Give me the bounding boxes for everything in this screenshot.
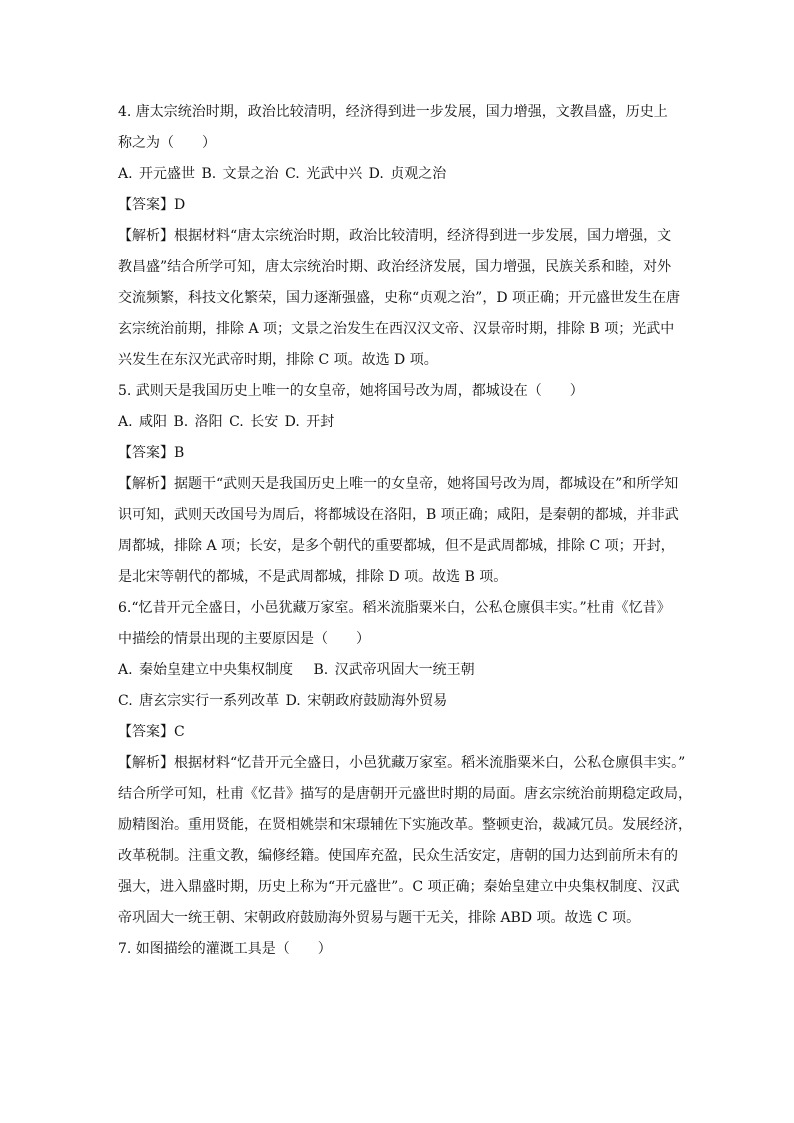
question-6 [118, 593, 692, 934]
question-4-stem-line-2: 称之为（ ） [118, 135, 216, 151]
question-6-answer: 【答案】C [118, 724, 185, 740]
question-5-analysis-line-3: 周都城，排除 A 项；长安，是多个朝代的重要都城，但不是武周都城，排除 C 项；开封， [118, 538, 675, 554]
question-6-analysis-line-4: 改革税制。注重文教，编修经籍。使国库充盈，民众生活安定，唐朝的国力达到前所未有的 [118, 848, 678, 864]
question-4-answer: 【答案】D [118, 197, 186, 213]
question-6-analysis-line-6: 帝巩固大一统王朝、宋朝政府鼓励海外贸易与题干无关，排除 ABD 项。故选 C 项。 [118, 910, 641, 926]
question-4-analysis-line-5: 兴发生在东汉光武帝时期，排除 C 项。故选 D 项。 [118, 352, 438, 368]
question-5-analysis-line-1: 【解析】据题干“武则天是我国历史上唯一的女皇帝，她将国号改为周，都城设在”和所学知 [118, 476, 679, 492]
question-4-analysis-line-2: 教昌盛”结合所学可知，唐太宗统治时期、政治经济发展，国力增强，民族关系和睦，对外 [118, 259, 672, 275]
question-5 [118, 376, 678, 593]
question-6-analysis-line-3: 励精图治。重用贤能，在贤相姚崇和宋璟辅佐下实施改革。整顿吏治，裁减冗员。发展经济， [118, 817, 692, 833]
question-6-stem-line-1: 6.“忆昔开元全盛日，小邑犹藏万家室。稻米流脂粟米白，公私仓廪俱丰实。”杜甫《忆昔》 [118, 600, 671, 616]
question-4-analysis-line-4: 玄宗统治前期，排除 A 项；文景之治发生在西汉汉文帝、汉景帝时期，排除 B 项；光武中 [118, 321, 675, 337]
question-content [118, 97, 692, 965]
question-5-analysis-line-4: 是北宋等朝代的都城，不是武周都城，排除 D 项。故选 B 项。 [118, 569, 508, 585]
question-4-options: A. 开元盛世 B. 文景之治 C. 光武中兴 D. 贞观之治 [118, 166, 447, 182]
question-6-options-line-2: C. 唐玄宗实行一系列改革 D. 宋朝政府鼓励海外贸易 [118, 693, 448, 709]
question-4-analysis-line-3: 交流频繁，科技文化繁荣，国力逐渐强盛，史称“贞观之治”，D 项正确；开元盛世发生在唐 [118, 290, 680, 306]
question-6-analysis-line-2: 结合所学可知，杜甫《忆昔》描写的是唐朝开元盛世时期的局面。唐玄宗统治前期稳定政局， [118, 786, 692, 802]
question-6-analysis-line-5: 强大，进入鼎盛时期，历史上称为“开元盛世”。C 项正确；秦始皇建立中央集权制度、汉武 [118, 879, 680, 895]
question-6-stem-line-2: 中描绘的情景出现的主要原因是（ ） [118, 631, 370, 647]
question-5-stem-line-1: 5. 武则天是我国历史上唯一的女皇帝，她将国号改为周，都城设在（ ） [118, 383, 584, 399]
question-4-stem-line-1: 4. 唐太宗统治时期，政治比较清明，经济得到进一步发展，国力增强，文教昌盛，历史上 [118, 104, 668, 120]
question-4 [118, 97, 678, 376]
question-5-answer: 【答案】B [118, 445, 185, 461]
question-5-analysis-line-2: 识可知，武则天改国号为周后，将都城设在洛阳，B 项正确；咸阳，是秦朝的都城，并非武 [118, 507, 679, 523]
question-6-options-line-1: A. 秦始皇建立中央集权制度 B. 汉武帝巩固大一统王朝 [118, 662, 475, 678]
question-4-analysis-line-1: 【解析】根据材料“唐太宗统治时期，政治比较清明，经济得到进一步发展，国力增强，文 [118, 228, 672, 244]
question-5-options: A. 咸阳 B. 洛阳 C. 长安 D. 开封 [118, 414, 335, 430]
question-6-analysis-line-1: 【解析】根据材料“忆昔开元全盛日，小邑犹藏万家室。稻米流脂粟米白，公私仓廪俱丰实。” [118, 755, 686, 771]
question-7 [118, 934, 678, 965]
question-7-stem-line-1: 7. 如图描绘的灌溉工具是（ ） [118, 941, 332, 957]
